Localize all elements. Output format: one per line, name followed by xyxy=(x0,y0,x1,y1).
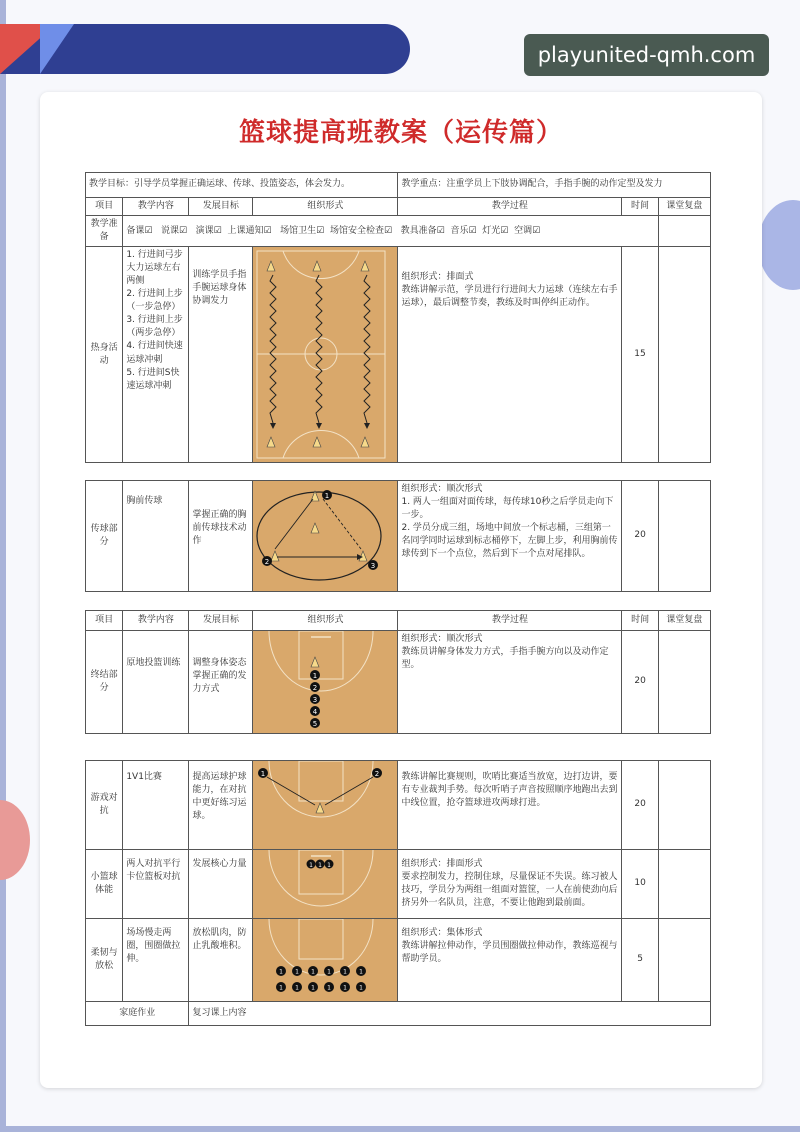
stretch-diagram xyxy=(253,919,398,1002)
physical-diagram xyxy=(253,850,398,919)
warmup-process: 组织形式：排面式 教练讲解示范，学员进行行进间大力运球（连续左右手运球），最后调整节奏，教练及时叫停纠正动作。 xyxy=(398,247,622,463)
player-marker-label: 1 xyxy=(359,984,364,992)
prep-checklist xyxy=(123,216,658,247)
passing-item: 传球部分 xyxy=(86,481,123,592)
col-header-review: 课堂复盘 xyxy=(658,611,710,631)
col-header-content: 教学内容 xyxy=(123,611,189,631)
prep-item: 空调☑ xyxy=(514,225,541,236)
court-diagram-boxout xyxy=(253,850,389,918)
game-item: 游戏对抗 xyxy=(86,761,123,850)
player-marker-label: 1 xyxy=(313,672,318,680)
player-marker-label: 4 xyxy=(313,708,318,716)
lesson-table-finish xyxy=(85,610,711,734)
passing-process-title: 组织形式：顺次形式 xyxy=(401,484,483,494)
prep-label: 教学准备 xyxy=(86,216,123,247)
physical-review[interactable] xyxy=(658,850,710,919)
player-marker-label: 1 xyxy=(309,862,314,869)
passing-process xyxy=(398,481,622,592)
page-title: 篮球提高班教案（运传篇） xyxy=(238,118,563,148)
banner-blue-triangle xyxy=(40,24,74,74)
prep-item: 演课☑ xyxy=(195,225,222,236)
player-marker-label: 2 xyxy=(375,770,380,778)
col-header-goal: 发展目标 xyxy=(189,611,253,631)
col-header-process: 教学过程 xyxy=(398,611,622,631)
game-process: 教练讲解比赛规则，吹哨比赛适当放宽，边打边讲，要有专业裁判手势。每次听哨子声音按照顺序地跑出去到中线位置，抢夺篮球进攻两球打进。 xyxy=(398,761,622,850)
prep-item: 说课☑ xyxy=(160,225,188,236)
player-marker-label: 1 xyxy=(325,492,330,500)
warmup-review[interactable] xyxy=(658,247,710,463)
court-diagram-shooting xyxy=(253,631,389,733)
player-marker-label: 1 xyxy=(295,984,300,992)
col-header-org: 组织形式 xyxy=(253,198,398,216)
finish-item: 终结部分 xyxy=(86,631,123,734)
prep-item: 备课☑ xyxy=(126,225,153,236)
player-marker-label: 1 xyxy=(295,968,300,976)
key-point-text: 教学重点：注重学员上下肢协调配合，手指手腕的动作定型及发力 xyxy=(398,173,711,198)
passing-review[interactable] xyxy=(658,481,710,592)
warmup-time: 15 xyxy=(622,247,658,463)
passing-process-body: 1. 两人一组面对面传球，每传球10秒之后学员走向下一步。 2. 学员分成三组，场地中间放一个标志桶，三组第一名同学同时运球到标志桶停下，左脚上步，利用胸前传球传到下一个点位，然后到下一个点对尾排队。 xyxy=(401,497,618,560)
stretch-player-group xyxy=(276,966,366,992)
player-marker-label: 1 xyxy=(327,984,332,992)
col-header-review: 课堂复盘 xyxy=(658,198,710,216)
col-header-time: 时间 xyxy=(622,611,658,631)
stretch-time: 5 xyxy=(622,919,658,1002)
physical-goal: 发展核心力量 xyxy=(189,850,253,919)
player-marker-label: 1 xyxy=(318,862,323,869)
game-time: 20 xyxy=(622,761,658,850)
court-diagram-dribble xyxy=(253,247,389,462)
watermark-badge[interactable]: playunited-qmh.com xyxy=(524,34,769,76)
homework-label: 家庭作业 xyxy=(86,1002,189,1026)
lesson-table-warmup xyxy=(85,172,711,463)
lesson-plan-sheet xyxy=(40,92,762,1088)
prep-item: 上课通知☑ xyxy=(227,225,272,236)
col-header-process: 教学过程 xyxy=(398,198,622,216)
player-marker-label: 5 xyxy=(313,720,318,728)
player-marker-label: 1 xyxy=(327,968,332,976)
prep-item: 音乐☑ xyxy=(450,225,477,236)
player-marker-label: 1 xyxy=(343,984,348,992)
court-diagram-1v1 xyxy=(253,761,389,849)
stretch-item: 柔韧与放松 xyxy=(86,919,123,1002)
stretch-content: 场场慢走两圈，围圈做拉伸。 xyxy=(123,919,189,1002)
stretch-goal: 放松肌肉，防止乳酸堆积。 xyxy=(189,919,253,1002)
col-header-time: 时间 xyxy=(622,198,658,216)
finish-content: 原地投篮训练 xyxy=(123,631,189,734)
player-marker-label: 1 xyxy=(311,984,316,992)
warmup-diagram xyxy=(253,247,398,463)
court-diagram-passing xyxy=(253,481,389,591)
lesson-table-games xyxy=(85,760,711,1026)
player-marker-label: 1 xyxy=(327,862,332,869)
warmup-goal: 训练学员手指手腕运球身体协调发力 xyxy=(189,247,253,463)
finish-review[interactable] xyxy=(658,631,710,734)
warmup-content: 1. 行进间弓步大力运球左右两侧 2. 行进间上步（一步急停） 3. 行进间上步（两步急停） 4. 行进间快速运球冲刺 5. 行进间S快速运球冲刺 xyxy=(123,247,189,463)
player-marker-label: 3 xyxy=(371,562,376,570)
game-diagram xyxy=(253,761,398,850)
game-goal: 提高运球护球能力，在对抗中更好练习运球。 xyxy=(189,761,253,850)
col-header-content: 教学内容 xyxy=(123,198,189,216)
prep-item: 场馆安全检查☑ xyxy=(329,225,393,236)
player-marker-label: 1 xyxy=(279,984,284,992)
game-review[interactable] xyxy=(658,761,710,850)
physical-time: 10 xyxy=(622,850,658,919)
stretch-review[interactable] xyxy=(658,919,710,1002)
physical-item: 小篮球体能 xyxy=(86,850,123,919)
player-marker-label: 1 xyxy=(343,968,348,976)
prep-item: 教具准备☑ xyxy=(400,225,445,236)
court-diagram-stretch xyxy=(253,919,389,1001)
player-marker-label: 3 xyxy=(313,696,318,704)
finish-process: 组织形式：顺次形式 教练员讲解身体发力方式，手指手腕方向以及动作定型。 xyxy=(398,631,622,734)
objective-text: 教学目标：引导学员掌握正确运球、传球、投篮姿态，体会发力。 xyxy=(86,173,398,198)
decorative-stripe-left xyxy=(0,0,6,1132)
player-marker-label: 2 xyxy=(265,558,270,566)
physical-content: 两人对抗平行卡位篮板对抗 xyxy=(123,850,189,919)
player-marker-label: 2 xyxy=(313,684,318,692)
player-marker-label: 1 xyxy=(261,770,266,778)
col-header-item: 项目 xyxy=(86,611,123,631)
player-marker-label: 1 xyxy=(279,968,284,976)
passing-goal: 掌握正确的胸前传球技术动作 xyxy=(189,481,253,592)
player-marker-label: 1 xyxy=(359,968,364,976)
passing-diagram xyxy=(253,481,398,592)
warmup-item: 热身活动 xyxy=(86,247,123,463)
game-content: 1V1比赛 xyxy=(123,761,189,850)
header-banner xyxy=(0,24,410,74)
physical-process: 组织形式：排面形式 要求控制发力，控制住球，尽量保证不失误。练习被人技巧，学员分为两组一组面对篮筐，一人在前使劲向后挤另外一名队员，注意，不要让他跑到最前面。 xyxy=(398,850,622,919)
finish-time: 20 xyxy=(622,631,658,734)
passing-time: 20 xyxy=(622,481,658,592)
col-header-org: 组织形式 xyxy=(253,611,398,631)
col-header-goal: 发展目标 xyxy=(189,198,253,216)
lesson-table-passing xyxy=(85,480,711,592)
homework-value: 复习课上内容 xyxy=(189,1002,711,1026)
prep-item: 场馆卫生☑ xyxy=(280,225,325,236)
col-header-item: 项目 xyxy=(86,198,123,216)
finish-diagram xyxy=(253,631,398,734)
player-marker-label: 1 xyxy=(311,968,316,976)
finish-goal: 调整身体姿态掌握正确的发力方式 xyxy=(189,631,253,734)
decorative-stripe-bottom xyxy=(0,1126,800,1132)
prep-item: 灯光☑ xyxy=(482,225,509,236)
stretch-process: 组织形式：集体形式 教练讲解拉伸动作，学员围圈做拉伸动作，教练巡视与帮助学员。 xyxy=(398,919,622,1002)
passing-content: 胸前传球 xyxy=(123,481,189,592)
